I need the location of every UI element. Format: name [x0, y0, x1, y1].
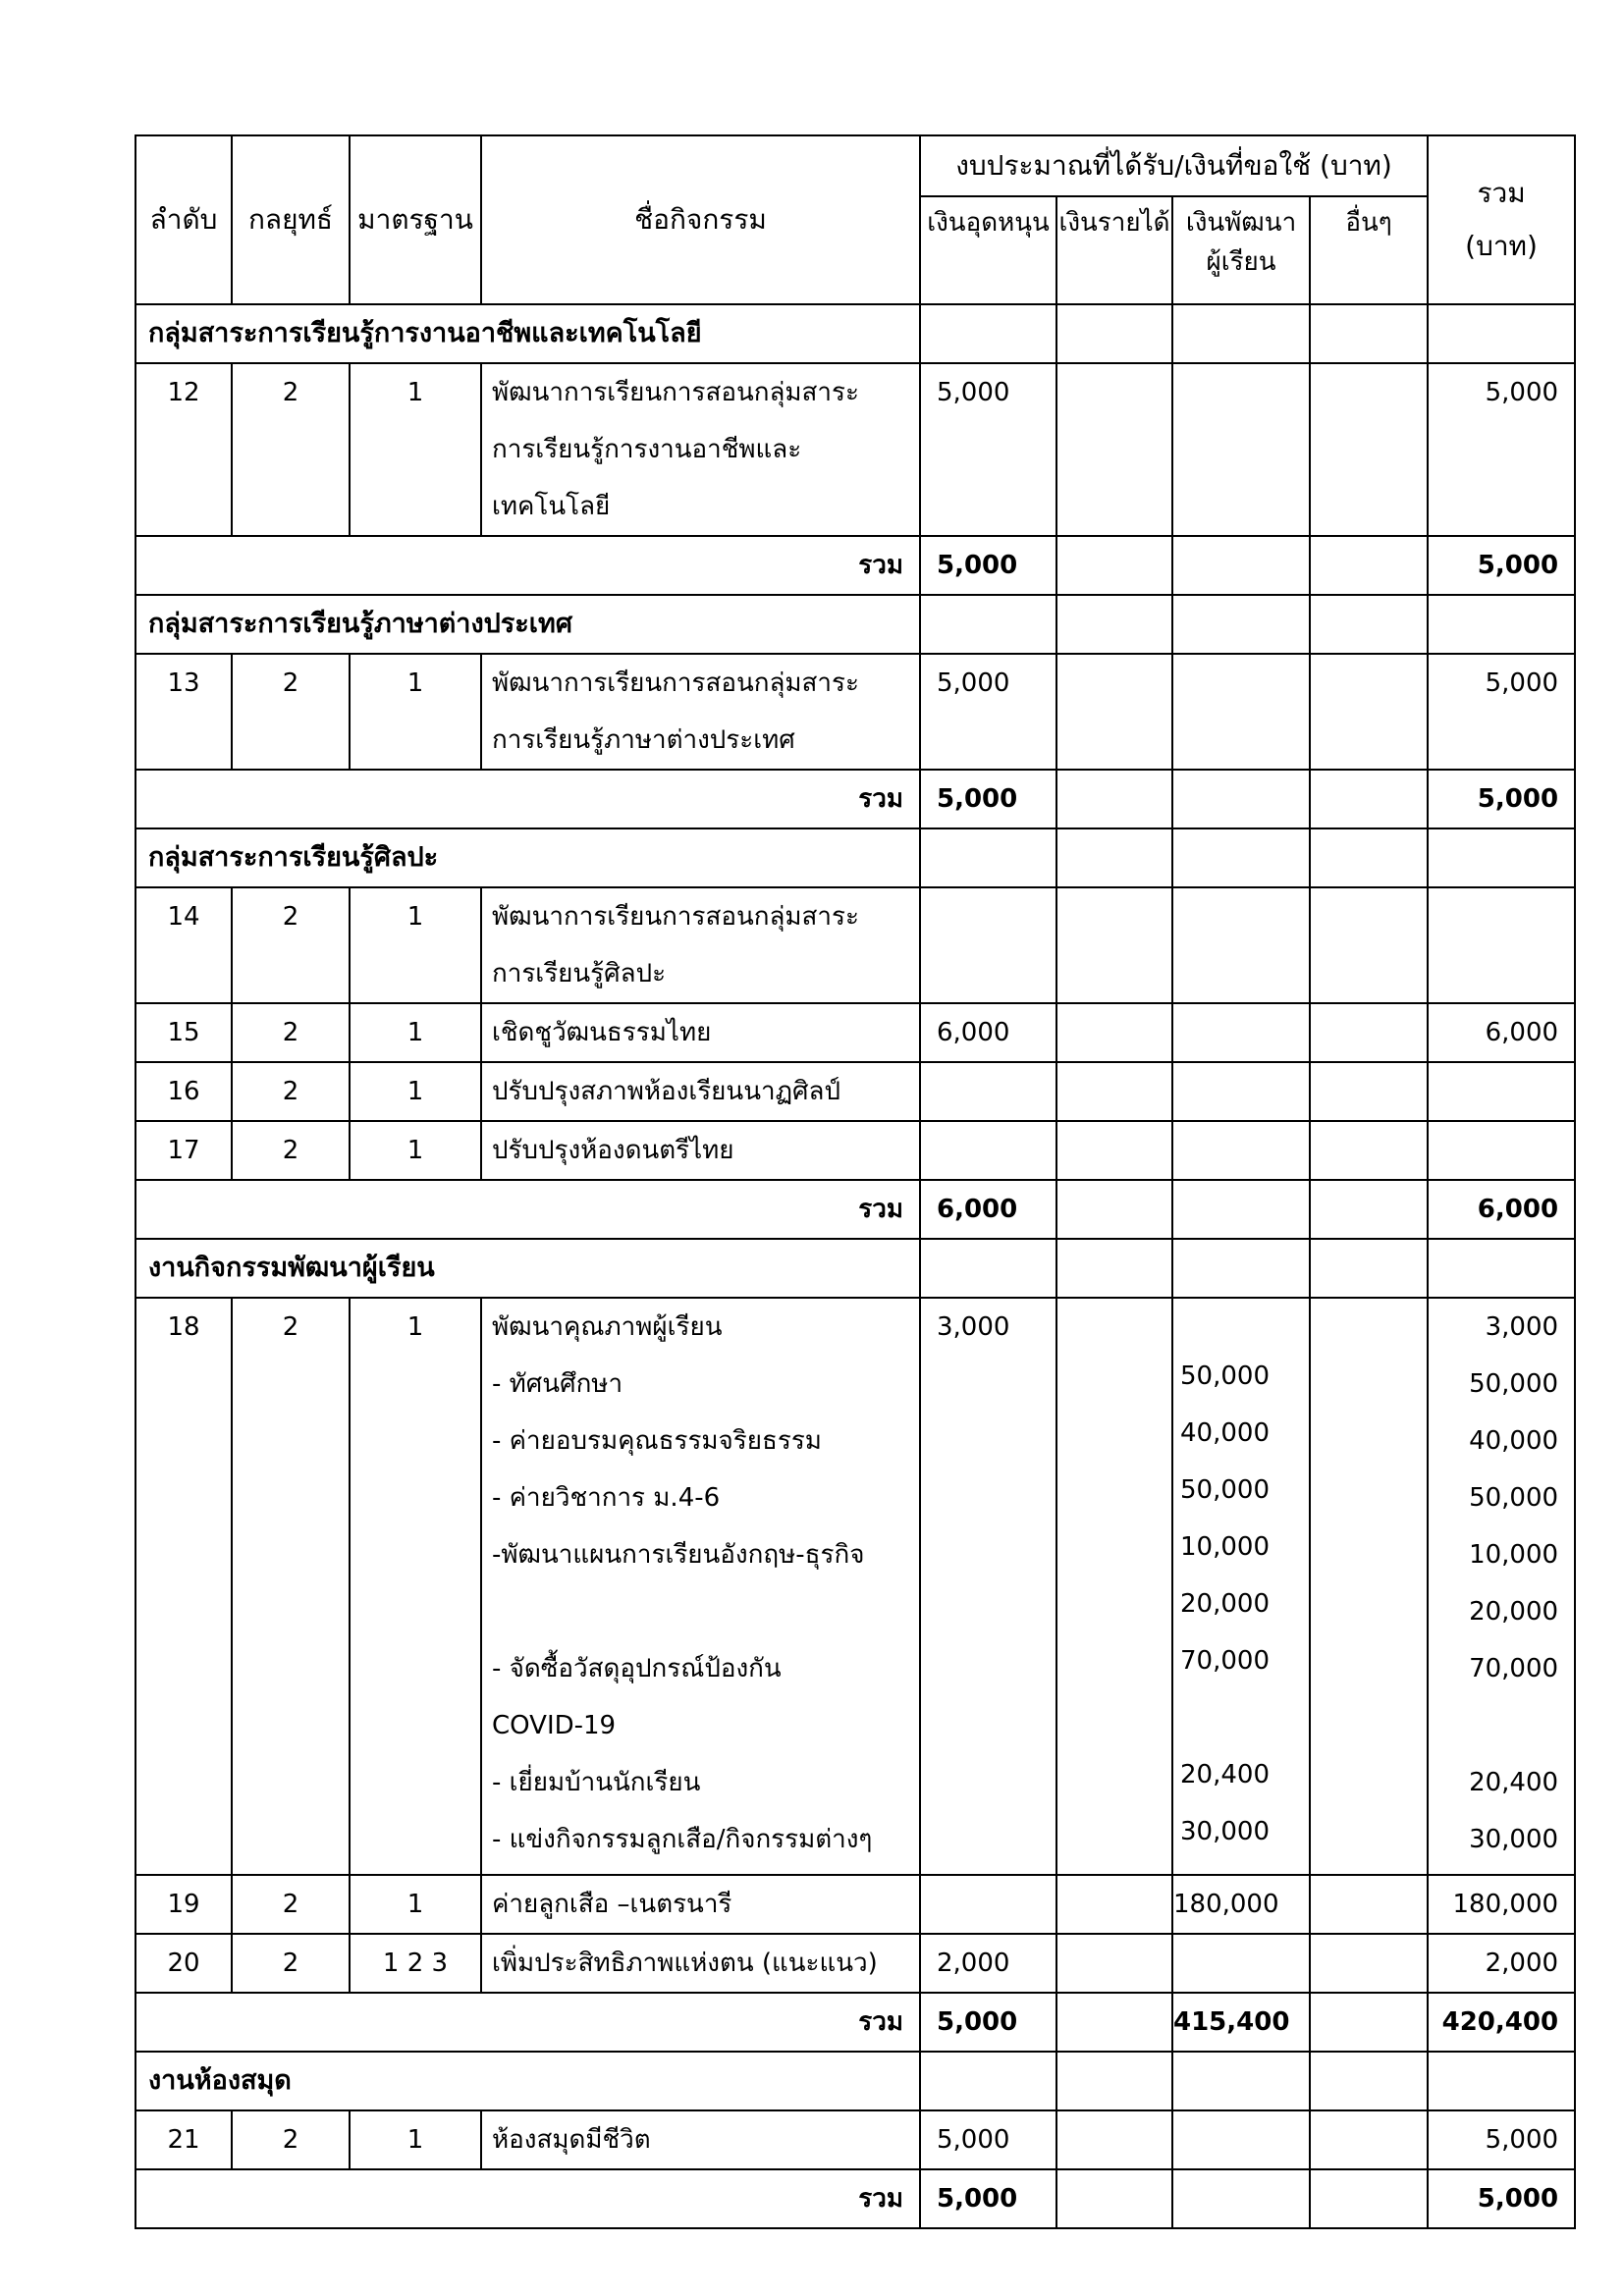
total-line: 50,000	[1469, 1369, 1559, 1399]
total-line: 40,000	[1469, 1426, 1559, 1456]
sum-total: 6,000	[1428, 1180, 1575, 1239]
order-cell: 15	[135, 1003, 232, 1062]
activity-cell: ปรับปรุงห้องดนตรีไทย	[481, 1121, 920, 1180]
header-total	[1428, 135, 1575, 304]
total-cell: 2,000	[1428, 1934, 1575, 1993]
activity-cell	[481, 887, 920, 1003]
header-strategy: กลยุทธ์	[232, 135, 350, 304]
total-line: 10,000	[1469, 1540, 1559, 1570]
sum-row	[135, 536, 1575, 595]
activity-cell: ค่ายลูกเสือ –เนตรนารี	[481, 1875, 920, 1934]
order-cell: 12	[135, 363, 232, 536]
total-line: 20,000	[1469, 1597, 1559, 1627]
order-cell: 21	[135, 2110, 232, 2169]
total-line: 70,000	[1469, 1654, 1559, 1683]
sum-label: รวม	[135, 770, 920, 828]
table-row	[135, 654, 1575, 770]
order-cell: 18	[135, 1298, 232, 1875]
total-line: 20,400	[1469, 1768, 1559, 1797]
sum-total: 420,400	[1428, 1993, 1575, 2052]
activity-line	[492, 1583, 919, 1640]
header-dev-line2: ผู้เรียน	[1206, 247, 1276, 277]
header-dev-line1: เงินพัฒนา	[1185, 208, 1297, 238]
activity-line: COVID-19	[492, 1711, 617, 1740]
activity-line: - แข่งกิจกรรมลูกเสือ/กิจกรรมต่างๆ	[492, 1825, 873, 1854]
strategy-cell: 2	[232, 654, 350, 770]
header-order: ลำดับ	[135, 135, 232, 304]
total-cell: 180,000	[1428, 1875, 1575, 1934]
table-row	[135, 1062, 1575, 1121]
standard-cell: 1	[350, 363, 481, 536]
sum-row	[135, 1180, 1575, 1239]
order-cell: 17	[135, 1121, 232, 1180]
activity-line: การเรียนรู้ภาษาต่างประเทศ	[492, 725, 795, 755]
standard-cell: 1 2 3	[350, 1934, 481, 1993]
table-row	[135, 1003, 1575, 1062]
activity-cell	[481, 1298, 920, 1875]
sum-subsidy: 5,000	[920, 770, 1056, 828]
sum-label: รวม	[135, 536, 920, 595]
sum-label: รวม	[135, 1180, 920, 1239]
group-row	[135, 828, 1575, 887]
activity-cell: เชิดชูวัฒนธรรมไทย	[481, 1003, 920, 1062]
activity-line: พัฒนาการเรียนการสอนกลุ่มสาระ	[492, 902, 859, 932]
activity-line: การเรียนรู้ศิลปะ	[492, 959, 667, 988]
total-cell: 5,000	[1428, 363, 1575, 536]
activity-cell: ปรับปรุงสภาพห้องเรียนนาฏศิลป์	[481, 1062, 920, 1121]
table-row	[135, 1298, 1575, 1875]
subsidy-cell: 3,000	[920, 1298, 1056, 1875]
activity-line: - เยี่ยมบ้านนักเรียน	[492, 1768, 701, 1797]
dev-cell: 180,000	[1172, 1875, 1310, 1934]
standard-cell: 1	[350, 2110, 481, 2169]
dev-line: 70,000	[1180, 1646, 1270, 1676]
subsidy-cell: 5,000	[920, 654, 1056, 770]
subsidy-cell: 5,000	[920, 2110, 1056, 2169]
table-row	[135, 1934, 1575, 1993]
standard-cell: 1	[350, 1003, 481, 1062]
group-row	[135, 2052, 1575, 2110]
order-cell: 20	[135, 1934, 232, 1993]
header-subsidy: เงินอุดหนุน	[920, 196, 1056, 304]
table-row	[135, 1875, 1575, 1934]
total-cell: 6,000	[1428, 1003, 1575, 1062]
activity-cell: เพิ่มประสิทธิภาพแห่งตน (แนะแนว)	[481, 1934, 920, 1993]
table-row	[135, 2110, 1575, 2169]
sum-total: 5,000	[1428, 770, 1575, 828]
table-row	[135, 1121, 1575, 1180]
subsidy-cell: 5,000	[920, 363, 1056, 536]
header-income: เงินรายได้	[1056, 196, 1172, 304]
standard-cell: 1	[350, 1121, 481, 1180]
header-activity: ชื่อกิจกรรม	[481, 135, 920, 304]
total-cell	[1428, 1298, 1575, 1875]
dev-line: 30,000	[1180, 1817, 1270, 1846]
sum-row	[135, 2169, 1575, 2228]
standard-cell: 1	[350, 1062, 481, 1121]
header-total-line1: รวม	[1477, 177, 1526, 209]
standard-cell: 1	[350, 887, 481, 1003]
strategy-cell: 2	[232, 1934, 350, 1993]
strategy-cell: 2	[232, 1875, 350, 1934]
order-cell: 16	[135, 1062, 232, 1121]
sum-total: 5,000	[1428, 2169, 1575, 2228]
dev-line: 20,400	[1180, 1760, 1270, 1789]
strategy-cell: 2	[232, 887, 350, 1003]
group-title: งานกิจกรรมพัฒนาผู้เรียน	[135, 1239, 920, 1298]
group-title: กลุ่มสาระการเรียนรู้การงานอาชีพและเทคโนโลยี	[135, 304, 920, 363]
activity-cell	[481, 363, 920, 536]
strategy-cell: 2	[232, 1298, 350, 1875]
sum-total: 5,000	[1428, 536, 1575, 595]
sum-subsidy: 5,000	[920, 1993, 1056, 2052]
standard-cell: 1	[350, 1298, 481, 1875]
activity-line: พัฒนาคุณภาพผู้เรียน	[492, 1312, 723, 1342]
activity-line: - จัดซื้อวัสดุอุปกรณ์ป้องกัน	[492, 1654, 782, 1683]
table-row	[135, 363, 1575, 536]
standard-cell: 1	[350, 654, 481, 770]
order-cell: 13	[135, 654, 232, 770]
dev-line: 20,000	[1180, 1589, 1270, 1619]
standard-cell: 1	[350, 1875, 481, 1934]
strategy-cell: 2	[232, 363, 350, 536]
dev-line: 10,000	[1180, 1532, 1270, 1562]
strategy-cell: 2	[232, 2110, 350, 2169]
activity-line: พัฒนาการเรียนการสอนกลุ่มสาระ	[492, 668, 859, 698]
strategy-cell: 2	[232, 1003, 350, 1062]
subsidy-cell: 6,000	[920, 1003, 1056, 1062]
activity-line: - ค่ายวิชาการ ม.4-6	[492, 1483, 721, 1513]
total-line: 30,000	[1469, 1825, 1559, 1854]
sum-subsidy: 5,000	[920, 536, 1056, 595]
strategy-cell: 2	[232, 1062, 350, 1121]
budget-document	[135, 134, 1576, 2229]
total-line: 50,000	[1469, 1483, 1559, 1513]
budget-table	[135, 134, 1576, 2229]
total-line: 3,000	[1485, 1312, 1559, 1342]
group-title: งานห้องสมุด	[135, 2052, 920, 2110]
sum-subsidy: 6,000	[920, 1180, 1056, 1239]
table-row	[135, 887, 1575, 1003]
dev-line: 50,000	[1180, 1362, 1270, 1391]
header-dev	[1172, 196, 1310, 304]
sum-row	[135, 1993, 1575, 2052]
group-title: กลุ่มสาระการเรียนรู้ภาษาต่างประเทศ	[135, 595, 920, 654]
total-cell: 5,000	[1428, 2110, 1575, 2169]
sum-subsidy: 5,000	[920, 2169, 1056, 2228]
subsidy-cell: 2,000	[920, 1934, 1056, 1993]
header-total-line2: (บาท)	[1465, 230, 1538, 262]
header-other: อื่นๆ	[1310, 196, 1428, 304]
activity-cell: ห้องสมุดมีชีวิต	[481, 2110, 920, 2169]
group-title: กลุ่มสาระการเรียนรู้ศิลปะ	[135, 828, 920, 887]
order-cell: 19	[135, 1875, 232, 1934]
header-budget-group: งบประมาณที่ได้รับ/เงินที่ขอใช้ (บาท)	[920, 135, 1428, 196]
sum-label: รวม	[135, 1993, 920, 2052]
activity-line: พัฒนาการเรียนการสอนกลุ่มสาระ	[492, 378, 859, 407]
sum-dev: 415,400	[1172, 1993, 1310, 2052]
activity-line: - ค่ายอบรมคุณธรรมจริยธรรม	[492, 1426, 822, 1456]
dev-line: 40,000	[1180, 1418, 1270, 1448]
activity-line: -พัฒนาแผนการเรียนอังกฤษ-ธุรกิจ	[492, 1540, 865, 1570]
activity-cell	[481, 654, 920, 770]
group-row	[135, 595, 1575, 654]
group-row	[135, 1239, 1575, 1298]
sum-row	[135, 770, 1575, 828]
activity-line: เทคโนโลยี	[492, 492, 611, 521]
activity-line: - ทัศนศึกษา	[492, 1369, 623, 1399]
strategy-cell: 2	[232, 1121, 350, 1180]
dev-cell	[1172, 1298, 1310, 1875]
dev-line: 50,000	[1180, 1475, 1270, 1505]
group-row	[135, 304, 1575, 363]
header-standard: มาตรฐาน	[350, 135, 481, 304]
order-cell: 14	[135, 887, 232, 1003]
sum-label: รวม	[135, 2169, 920, 2228]
activity-line: การเรียนรู้การงานอาชีพและ	[492, 435, 802, 464]
total-cell: 5,000	[1428, 654, 1575, 770]
